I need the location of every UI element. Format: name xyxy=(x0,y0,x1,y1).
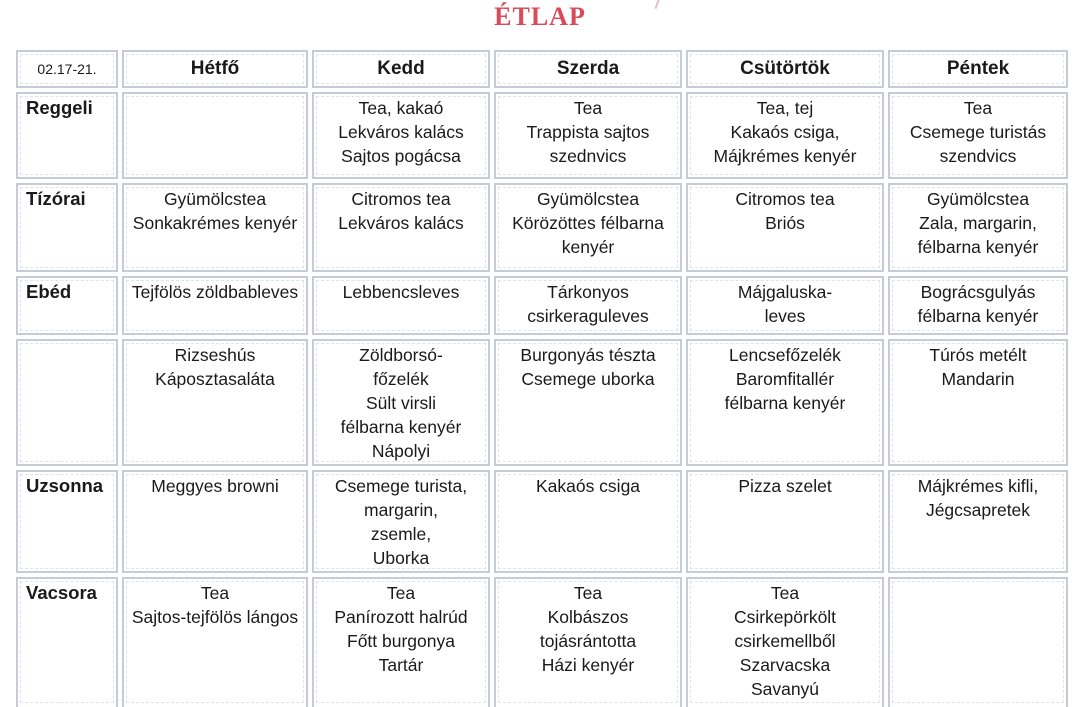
menu-cell-tuesday xyxy=(312,470,490,573)
menu-item: félbarna kenyér xyxy=(724,393,846,413)
date-range-cell: 02.17-21. xyxy=(16,50,118,88)
menu-item: Főtt burgonya xyxy=(347,631,455,651)
meal-label: Vacsora xyxy=(16,577,118,707)
menu-cell-tuesday xyxy=(312,183,490,272)
menu-cell-thursday xyxy=(686,339,884,466)
menu-item: félbarna kenyér xyxy=(917,306,1039,326)
menu-item: Meggyes browni xyxy=(151,476,279,496)
menu-item: Lekváros kalács xyxy=(338,213,464,233)
menu-cell-wednesday xyxy=(494,339,682,466)
menu-cell-monday xyxy=(122,470,308,573)
menu-cell-thursday xyxy=(686,183,884,272)
menu-item: Gyümölcstea xyxy=(163,189,267,209)
menu-item: csirkemellből xyxy=(734,631,836,651)
menu-item: Sonkakrémes kenyér xyxy=(132,213,298,233)
menu-item: Tea, tej xyxy=(756,98,814,118)
meal-label xyxy=(16,339,118,466)
menu-item: Citromos tea xyxy=(735,189,835,209)
menu-cell-friday xyxy=(888,92,1068,179)
day-header-monday: Hétfő xyxy=(122,50,308,88)
menu-item: Gyümölcstea xyxy=(926,189,1030,209)
menu-cell-tuesday xyxy=(312,339,490,466)
meal-label: Tízórai xyxy=(16,183,118,272)
menu-item: főzelék xyxy=(373,369,429,389)
menu-item: Májgaluska- xyxy=(737,282,833,302)
menu-cell-thursday xyxy=(686,470,884,573)
menu-cell-thursday xyxy=(686,92,884,179)
menu-table xyxy=(16,50,1068,707)
menu-item: Briós xyxy=(765,213,805,233)
menu-cell-wednesday xyxy=(494,577,682,707)
menu-item: Burgonyás tészta xyxy=(520,345,656,365)
menu-cell-friday xyxy=(888,276,1068,335)
menu-item: Körözöttes félbarna xyxy=(512,213,664,233)
menu-item: Baromfitallér xyxy=(735,369,835,389)
menu-item: Tejfölös zöldbableves xyxy=(131,282,299,302)
menu-item: Kakaós csiga xyxy=(535,476,641,496)
menu-cell-friday xyxy=(888,470,1068,573)
day-header-thursday: Csütörtök xyxy=(686,50,884,88)
day-header-wednesday: Szerda xyxy=(494,50,682,88)
menu-cell-tuesday xyxy=(312,276,490,335)
menu-item: Kakaós csiga, xyxy=(730,122,840,142)
menu-item: félbarna kenyér xyxy=(917,237,1039,257)
menu-cell-tuesday xyxy=(312,577,490,707)
menu-item: Tea, kakaó xyxy=(358,98,444,118)
menu-item: Panírozott halrúd xyxy=(334,607,468,627)
menu-cell-monday xyxy=(122,276,308,335)
menu-item: Tea xyxy=(573,583,603,603)
menu-item: Jégcsapretek xyxy=(925,500,1031,520)
page-title: ÉTLAP xyxy=(494,2,586,31)
menu-item: Házi kenyér xyxy=(541,655,635,675)
menu-cell-wednesday xyxy=(494,183,682,272)
menu-item: Csemege turista, xyxy=(334,476,468,496)
menu-item: Sajtos-tejfölös lángos xyxy=(131,607,299,627)
menu-cell-monday xyxy=(122,577,308,707)
menu-item: zsemle, xyxy=(370,524,432,544)
menu-item: Kolbászos xyxy=(547,607,629,627)
menu-cell-friday xyxy=(888,183,1068,272)
menu-item: Sült virsli xyxy=(365,393,436,413)
menu-item: Citromos tea xyxy=(351,189,451,209)
meal-label: Ebéd xyxy=(16,276,118,335)
menu-item: Savanyú xyxy=(750,679,820,699)
menu-item: Túrós metélt xyxy=(929,345,1027,365)
menu-item: Uborka xyxy=(372,548,430,568)
menu-item: Tea xyxy=(963,98,993,118)
menu-item: Nápolyi xyxy=(371,441,431,461)
menu-cell-wednesday xyxy=(494,276,682,335)
menu-cell-friday xyxy=(888,339,1068,466)
menu-item: Csemege turistás xyxy=(909,122,1047,142)
menu-item: csirkeraguleves xyxy=(527,306,649,326)
menu-item: Lekváros kalács xyxy=(338,122,464,142)
menu-item: Gyümölcstea xyxy=(536,189,640,209)
menu-item: Zöldborsó- xyxy=(359,345,443,365)
menu-cell-wednesday xyxy=(494,92,682,179)
menu-item: Tea xyxy=(573,98,603,118)
meal-label: Uzsonna xyxy=(16,470,118,573)
menu-item: leves xyxy=(764,306,806,326)
menu-item: Káposztasaláta xyxy=(155,369,275,389)
menu-item: Csemege uborka xyxy=(521,369,655,389)
menu-item: Májkrémes kifli, xyxy=(917,476,1039,496)
menu-cell-friday xyxy=(888,577,1068,707)
menu-cell-monday xyxy=(122,92,308,179)
menu-item: kenyér xyxy=(561,237,615,257)
menu-cell-wednesday xyxy=(494,470,682,573)
menu-item: Tea xyxy=(770,583,800,603)
menu-item: Tea xyxy=(200,583,230,603)
menu-item: Májkrémes kenyér xyxy=(713,146,857,166)
menu-cell-tuesday xyxy=(312,92,490,179)
menu-item: Tea xyxy=(386,583,416,603)
menu-item: Trappista sajtos xyxy=(526,122,650,142)
menu-item: szednvics xyxy=(549,146,627,166)
menu-item: margarin, xyxy=(364,500,438,520)
menu-item: Sajtos pogácsa xyxy=(341,146,461,166)
menu-item: Csirkepörkölt xyxy=(733,607,837,627)
day-header-tuesday: Kedd xyxy=(312,50,490,88)
menu-item: Lencsefőzelék xyxy=(729,345,841,365)
meal-label: Reggeli xyxy=(16,92,118,179)
menu-item: Lebbencsleves xyxy=(342,282,460,302)
menu-item: félbarna kenyér xyxy=(340,417,462,437)
menu-cell-thursday xyxy=(686,577,884,707)
menu-item: tojásrántotta xyxy=(539,631,637,651)
menu-cell-monday xyxy=(122,183,308,272)
menu-item: Zala, margarin, xyxy=(919,213,1037,233)
menu-item: Bográcsgulyás xyxy=(920,282,1036,302)
menu-cell-thursday xyxy=(686,276,884,335)
menu-item: Mandarin xyxy=(941,369,1015,389)
menu-item: szendvics xyxy=(939,146,1017,166)
day-header-friday: Péntek xyxy=(888,50,1068,88)
menu-item: Tárkonyos xyxy=(547,282,629,302)
menu-item: Pizza szelet xyxy=(738,476,832,496)
menu-item: Tartár xyxy=(378,655,424,675)
menu-item: Szarvacska xyxy=(739,655,831,675)
menu-cell-monday xyxy=(122,339,308,466)
menu-item: Rizseshús xyxy=(174,345,256,365)
